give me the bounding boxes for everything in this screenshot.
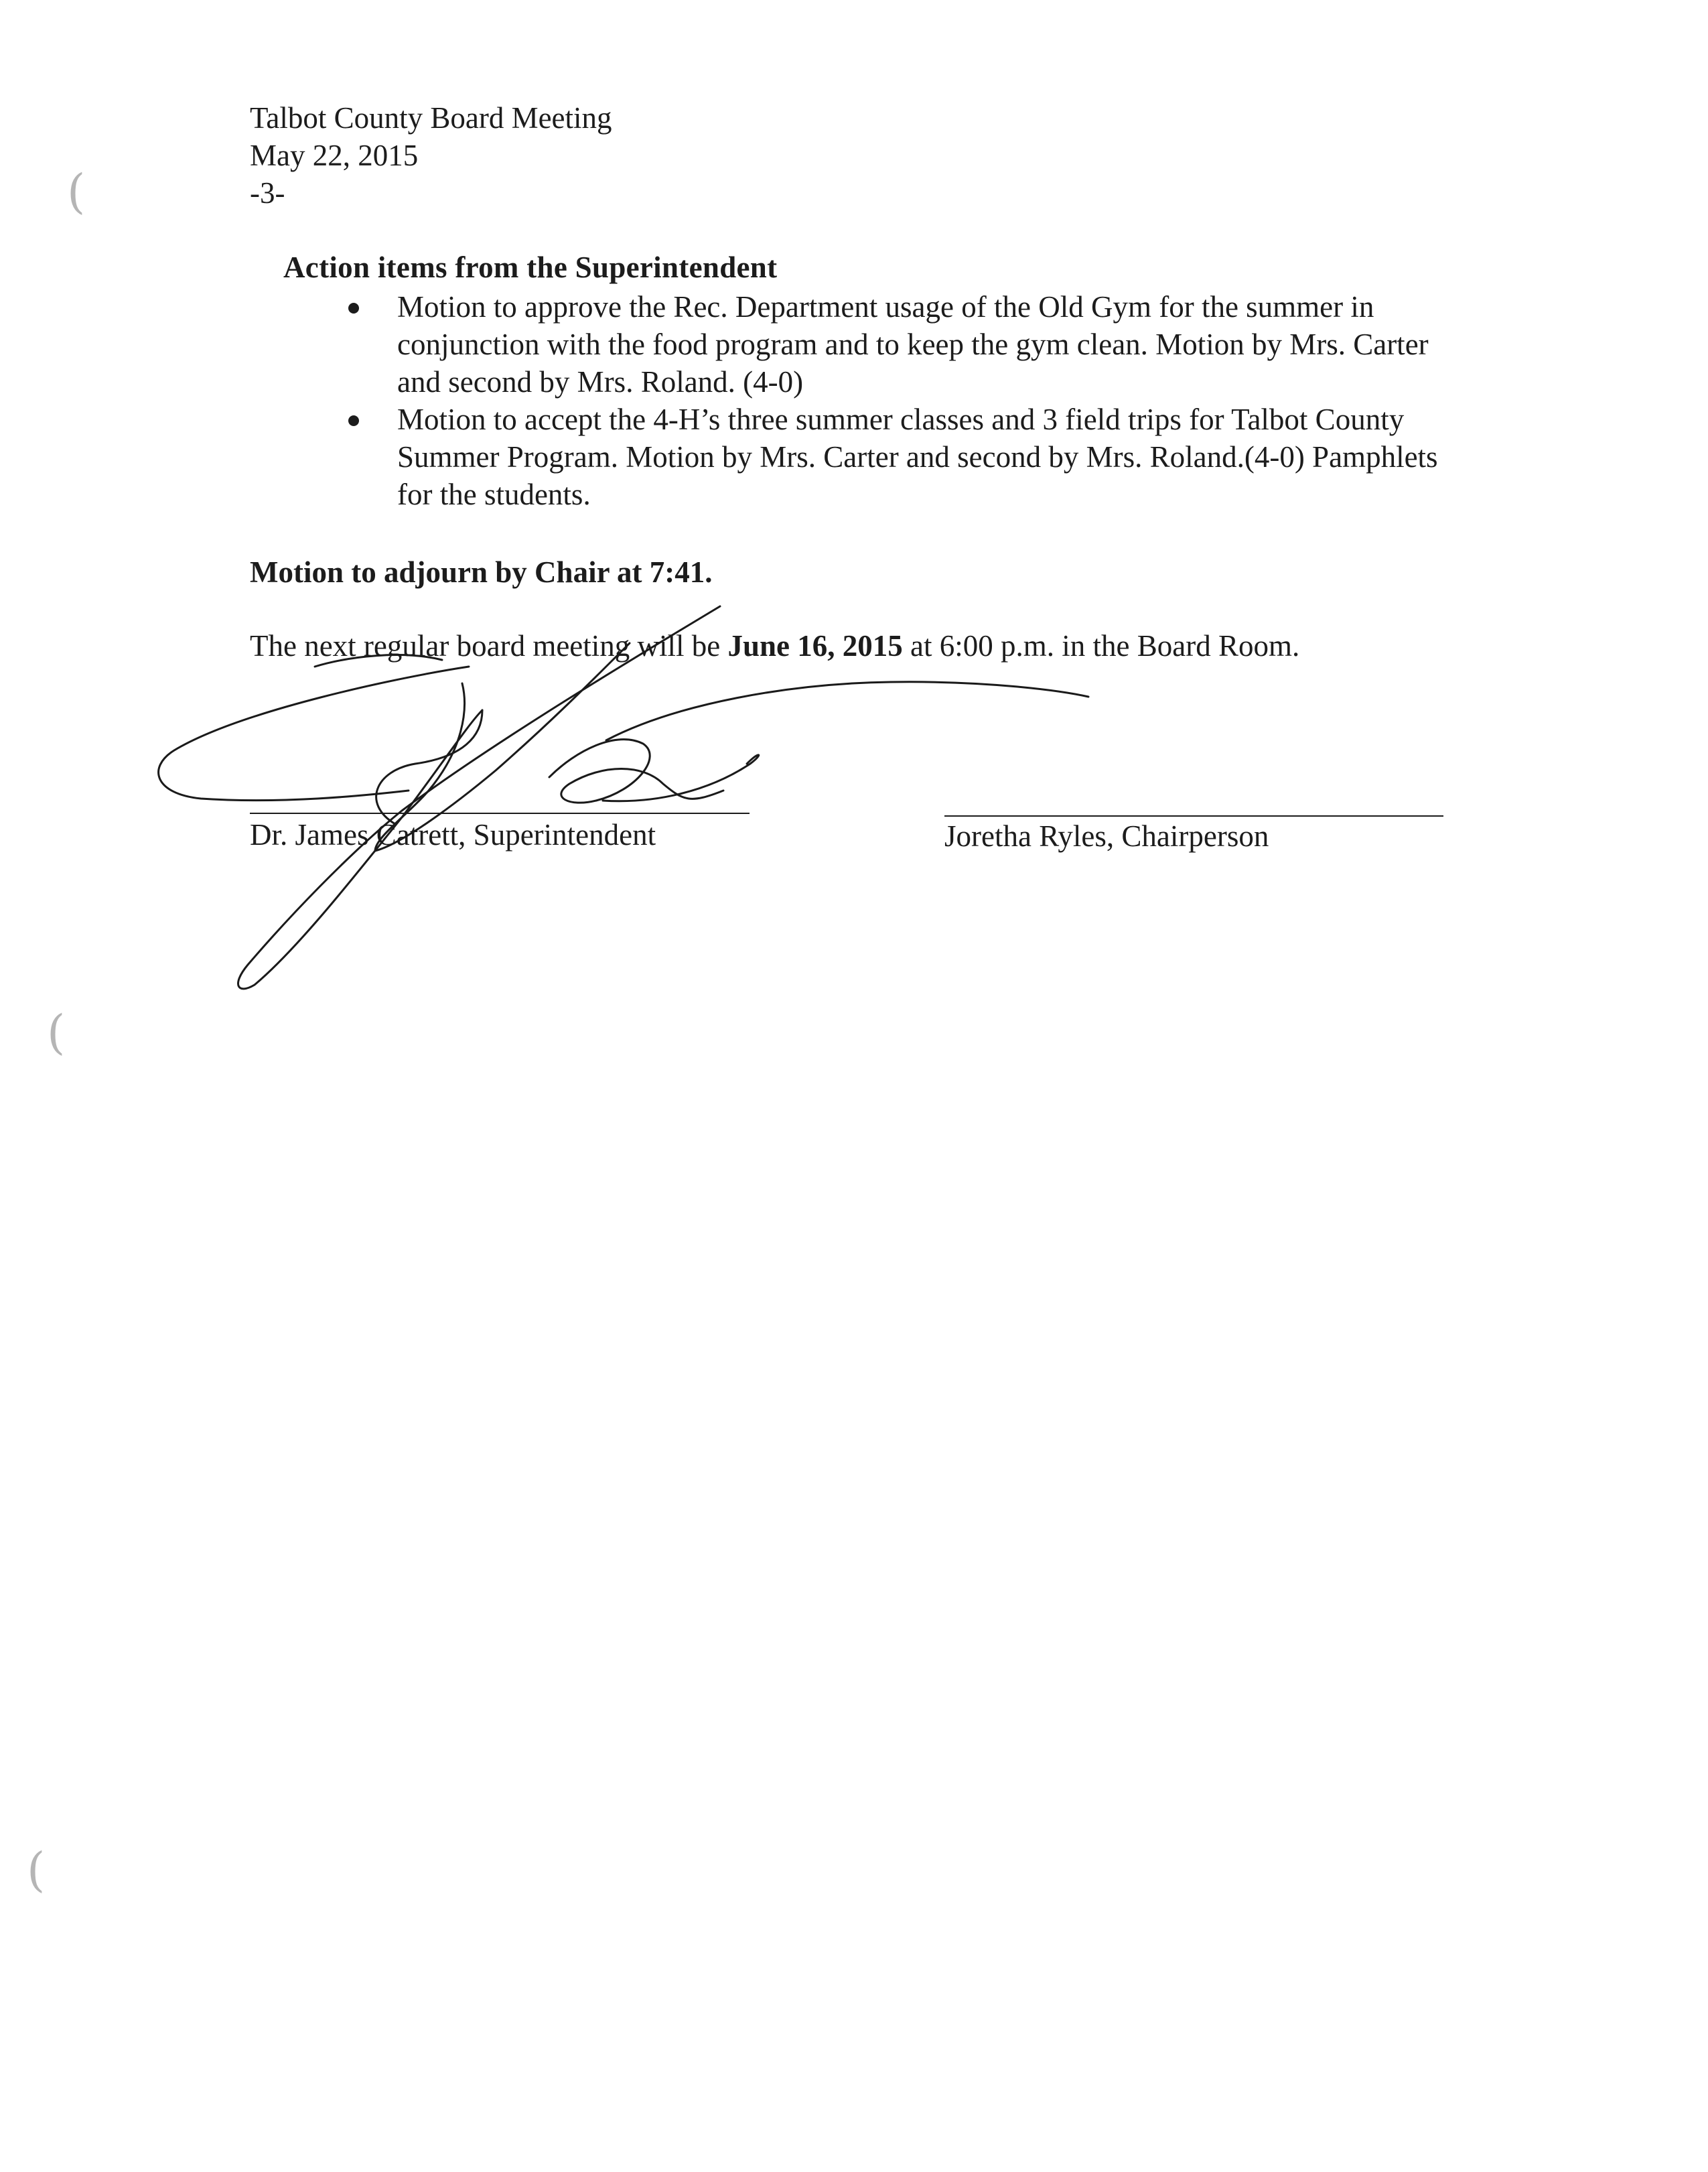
- next-meeting-prefix: The next regular board meeting will be: [250, 629, 728, 663]
- adjourn-motion: Motion to adjourn by Chair at 7:41.: [250, 555, 713, 589]
- bullet-icon: [348, 303, 359, 314]
- scan-artifact: (: [47, 1005, 66, 1060]
- action-item-text: Motion to accept the 4-H’s three summer classes and 3 field trips for Talbot County Summer Program. Motion by Mrs. Carter and second by Mrs. Roland.(4-0) Pamphlets for the students.: [397, 403, 1438, 511]
- next-meeting-suffix: at 6:00 p.m. in the Board Room.: [902, 629, 1300, 663]
- document-header: [250, 99, 612, 212]
- scan-artifact: (: [27, 1842, 46, 1897]
- superintendent-signature-line: [250, 813, 750, 814]
- chairperson-signature-label: Joretha Ryles, Chairperson: [944, 819, 1269, 853]
- action-item-text: Motion to approve the Rec. Department usage of the Old Gym for the summer in conjunction with the food program and to keep the gym clean. Motion by Mrs. Carter and second by Mrs. Roland. (4-0): [397, 290, 1429, 399]
- meeting-title: Talbot County Board Meeting: [250, 101, 612, 135]
- superintendent-signature-label: Dr. James Catrett, Superintendent: [250, 818, 656, 852]
- list-item: [348, 288, 1487, 401]
- page-number: -3-: [250, 176, 285, 210]
- next-meeting-notice: [250, 628, 1299, 663]
- chairperson-signature-line: [944, 815, 1443, 817]
- scan-artifact: (: [67, 164, 86, 219]
- meeting-date: May 22, 2015: [250, 139, 419, 172]
- bullet-icon: [348, 415, 359, 426]
- action-items-list: [348, 288, 1487, 513]
- next-meeting-date: June 16, 2015: [727, 629, 903, 663]
- list-item: [348, 401, 1487, 513]
- action-items-heading: Action items from the Superintendent: [283, 251, 778, 284]
